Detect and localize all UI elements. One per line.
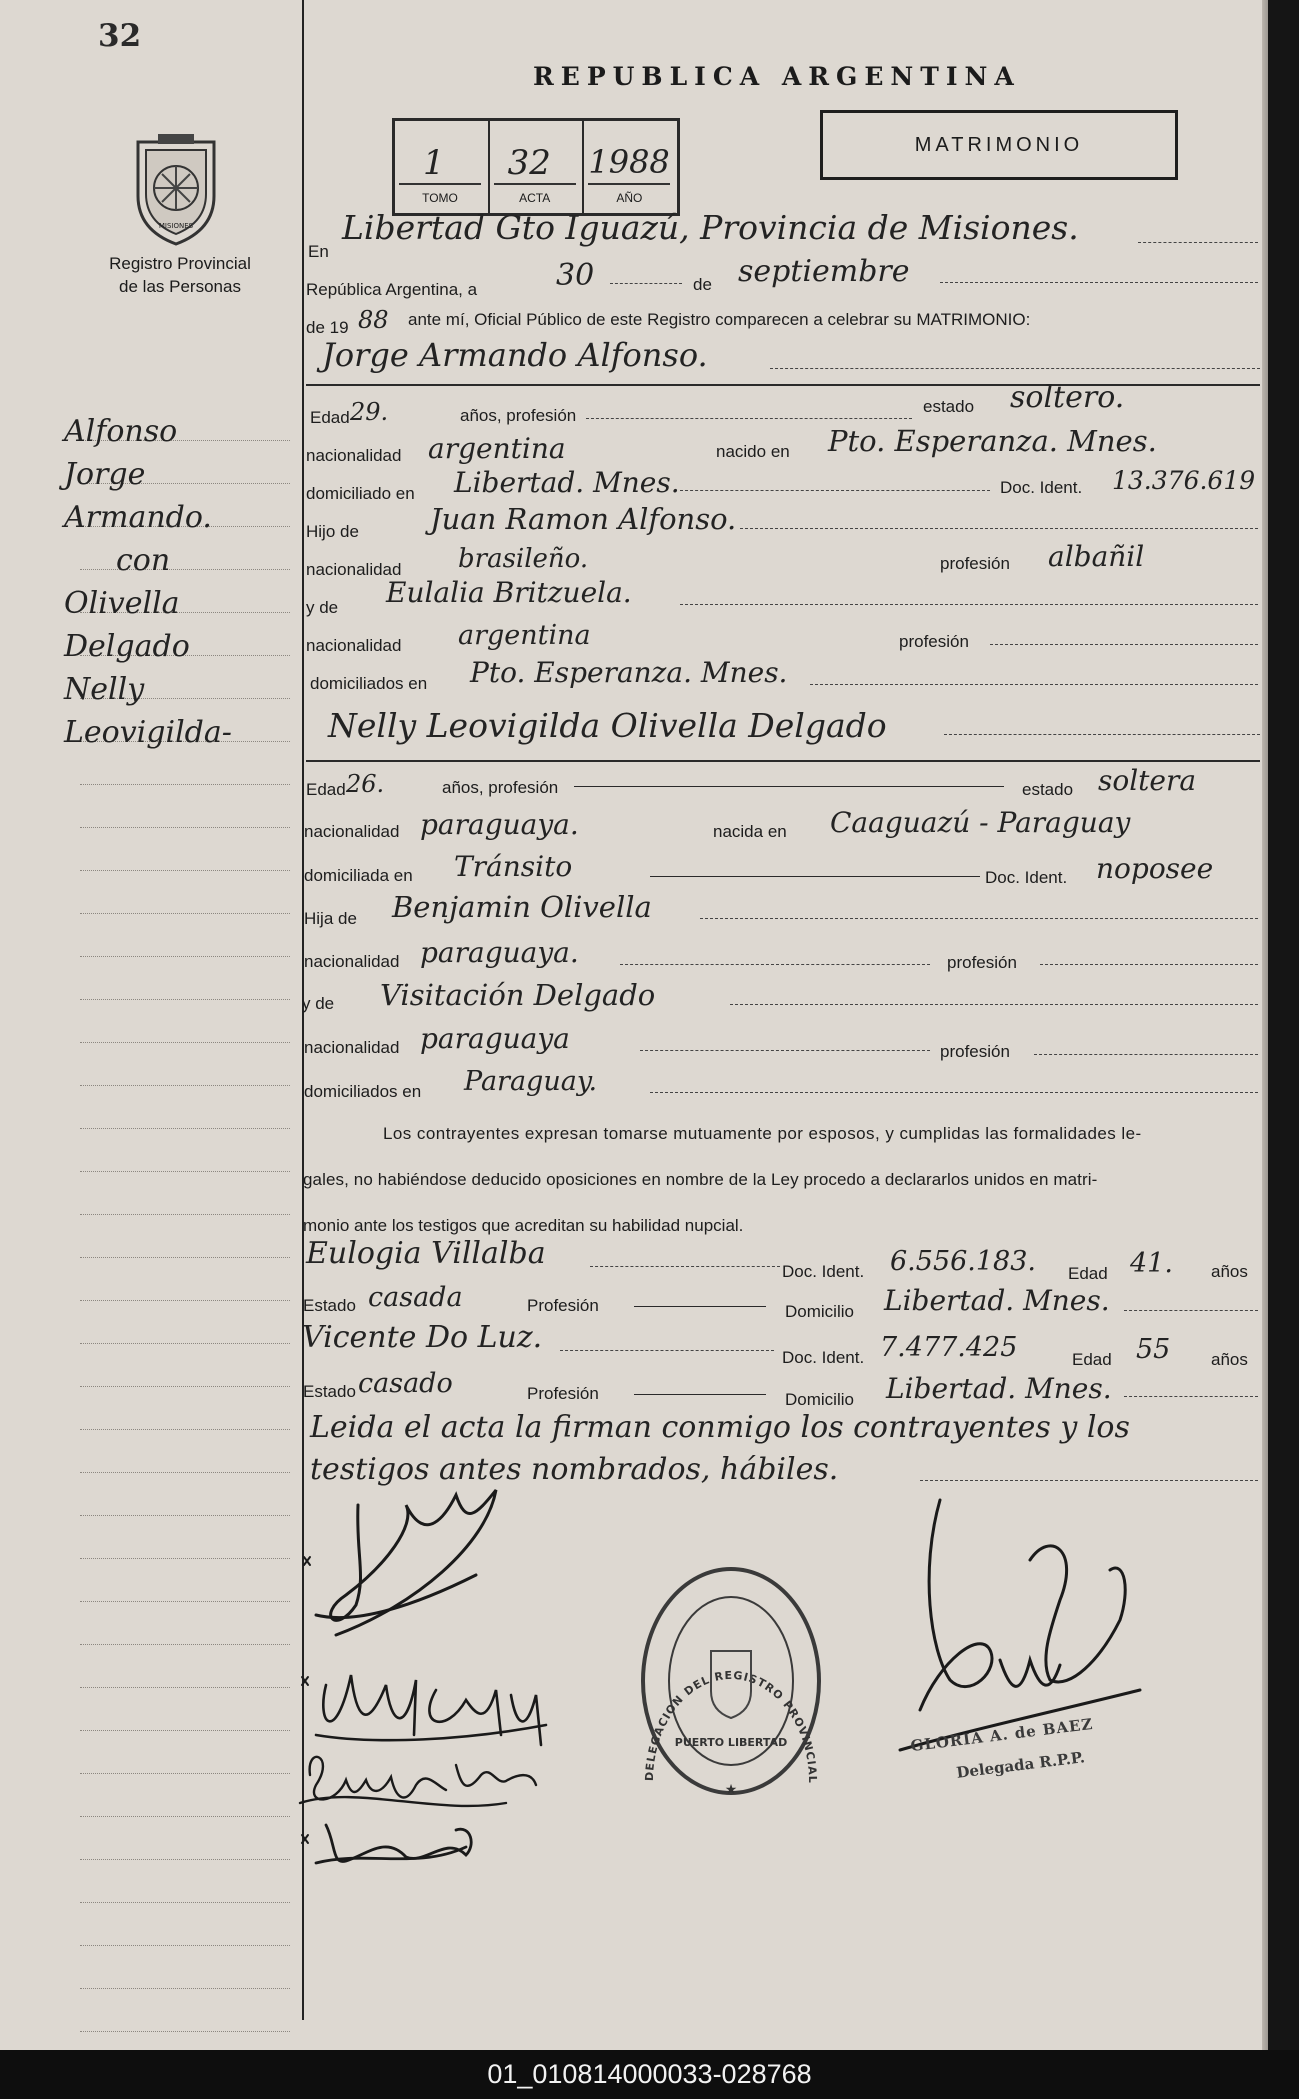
groom-mother: Eulalia Britzuela. (386, 576, 632, 609)
svg-text:★: ★ (724, 1782, 738, 1798)
country-title: REPUBLICA ARGENTINA (533, 62, 1021, 91)
witness-2-edad-label: Edad (1072, 1350, 1112, 1369)
margin-ruled-line (80, 870, 290, 871)
witness-signature-1 (300, 1757, 536, 1806)
bride-anos-prof-label: años, profesión (442, 778, 559, 797)
groom-edad: 29. (350, 398, 389, 426)
groom-edad-label: Edad (310, 408, 350, 427)
margin-ruled-line (80, 913, 290, 914)
witness-2-doc-label: Doc. Ident. (782, 1348, 865, 1367)
margin-ruled-line (80, 1730, 290, 1731)
scan-id-footer: 01_010814000033-028768 (0, 2050, 1299, 2099)
bride-parents-dom-label: domiciliados en (304, 1082, 422, 1101)
official-title: Delegada R.P.P. (955, 1748, 1086, 1782)
groom-estado: soltero. (1010, 380, 1125, 415)
bride-doc: noposee (1096, 852, 1214, 885)
bride-mother-nac: paraguaya (420, 1022, 570, 1055)
groom-mother-nac-label: nacionalidad (306, 636, 402, 655)
groom-nacionalidad: argentina (428, 432, 566, 465)
margin-ruled-line (80, 1773, 290, 1774)
margin-note-line: Jorge (64, 457, 146, 492)
margin-ruled-line (80, 1429, 290, 1430)
bride-doc-label: Doc. Ident. (985, 868, 1068, 887)
margin-ruled-line (80, 956, 290, 957)
bride-nac-label: nacionalidad (304, 822, 400, 841)
margin-ruled-line (80, 1085, 290, 1086)
groom-father-prof-label: profesión (940, 554, 1010, 573)
closing-line-1: Leida el acta la firman conmigo los contrayentes y los (310, 1410, 1130, 1445)
groom-mother-prof-label: profesión (899, 632, 969, 651)
groom-nacido-en: Pto. Esperanza. Mnes. (828, 424, 1157, 458)
closing-line-2: testigos antes nombrados, hábiles. (310, 1452, 839, 1487)
groom-father: Juan Ramon Alfonso. (430, 502, 737, 536)
declaration-line-1: Los contrayentes expresan tomarse mutuamente por esposos, y cumplidas las formalidades le- (383, 1124, 1142, 1143)
de-label: de (693, 275, 712, 294)
bride-nacionalidad: paraguaya. (420, 808, 579, 841)
registry-line1: Registro Provincial (109, 254, 251, 273)
witness-2-dom-label: Domicilio (785, 1390, 854, 1409)
margin-note-line: Leovigilda- (64, 715, 232, 750)
margin-ruled-line (80, 1515, 290, 1516)
witness-1-estado-label: Estado (303, 1296, 356, 1315)
appearance-statement: ante mí, Oficial Público de este Registro comparecen a celebrar su MATRIMONIO: (408, 310, 1031, 329)
groom-name: Jorge Armando Alfonso. (322, 336, 708, 374)
groom-doc: 13.376.619 (1112, 466, 1256, 495)
witness-2-doc: 7.477.425 (880, 1332, 1018, 1363)
bride-mother-prof-label: profesión (940, 1042, 1010, 1061)
groom-father-nac-label: nacionalidad (306, 560, 402, 579)
svg-text:DELEGACION DEL REGISTRO PROVIN: DELEGACION DEL REGISTRO PROVINCIAL (642, 1668, 820, 1784)
groom-nac-label: nacionalidad (306, 446, 402, 465)
groom-nacido-label: nacido en (716, 442, 790, 461)
margin-ruled-line (80, 1257, 290, 1258)
margin-ruled-line (80, 1988, 290, 1989)
witness-1-dom-label: Domicilio (785, 1302, 854, 1321)
bride-nacida-en: Caaguazú - Paraguay (830, 806, 1131, 839)
groom-domicilio: Libertad. Mnes. (454, 466, 680, 499)
en-label: En (308, 242, 329, 261)
groom-father-label: Hijo de (306, 522, 359, 541)
bride-mother: Visitación Delgado (380, 978, 656, 1012)
margin-ruled-line (80, 2031, 290, 2032)
tomo-label: TOMO (422, 191, 458, 205)
witness-1-doc-label: Doc. Ident. (782, 1262, 865, 1281)
margin-note-line: Olivella (64, 586, 180, 621)
groom-father-prof: albañil (1048, 540, 1145, 573)
bride-estado: soltera (1098, 764, 1197, 797)
bride-father: Benjamin Olivella (392, 890, 652, 924)
bride-father-nac-label: nacionalidad (304, 952, 400, 971)
margin-ruled-line (80, 1945, 290, 1946)
witness-1-prof-label: Profesión (527, 1296, 599, 1315)
day-value: 30 (556, 258, 595, 293)
witness-2-name: Vicente Do Luz. (302, 1320, 543, 1355)
bride-name: Nelly Leovigilda Olivella Delgado (328, 706, 887, 745)
witness-2-estado: casado (358, 1368, 453, 1399)
witness-1-name: Eulogia Villalba (306, 1236, 546, 1271)
margin-ruled-line (80, 1343, 290, 1344)
groom-mother-nac: argentina (458, 620, 591, 651)
margin-ruled-line (80, 1816, 290, 1817)
record-type: MATRIMONIO (914, 134, 1084, 156)
bride-father-nac: paraguaya. (420, 936, 579, 969)
page-edge (1262, 0, 1268, 2050)
margin-ruled-line (80, 1472, 290, 1473)
acta-label: ACTA (519, 191, 551, 205)
page-number: 32 (98, 18, 142, 54)
witness-2-prof-label: Profesión (527, 1384, 599, 1403)
registry-line2: de las Personas (119, 277, 241, 296)
margin-note-line: con (116, 543, 171, 578)
margin-note-line: Nelly (64, 672, 145, 707)
groom-doc-label: Doc. Ident. (1000, 478, 1083, 497)
signatures (296, 1485, 646, 1885)
margin-ruled-line (80, 1128, 290, 1129)
witness-1-anos-label: años (1211, 1262, 1248, 1281)
groom-father-nac: brasileño. (458, 544, 589, 574)
anio-value: 1988 (588, 143, 670, 181)
bride-edad: 26. (346, 770, 385, 798)
margin-note-line: Armando. (64, 500, 212, 535)
margin-ruled-line (80, 999, 290, 1000)
margin-ruled-line (80, 1300, 290, 1301)
groom-anos-prof-label: años, profesión (460, 406, 577, 425)
bride-estado-label: estado (1022, 780, 1074, 799)
groom-parents-dom: Pto. Esperanza. Mnes. (470, 656, 788, 689)
year-suffix: 88 (358, 306, 389, 334)
margin-note-line: Delgado (64, 629, 190, 664)
place-value: Libertad Gto Iguazú, Provincia de Misiones. (342, 208, 1079, 247)
margin-ruled-line (80, 784, 290, 785)
delegation-stamp (636, 1556, 826, 1806)
witness-1-estado: casada (368, 1282, 463, 1313)
year-prefix: de 19 (306, 318, 349, 337)
witness-1-edad: 41. (1130, 1248, 1173, 1279)
groom-mother-label: y de (306, 598, 339, 617)
bride-domicilio: Tránsito (454, 850, 573, 883)
groom-parents-dom-label: domiciliados en (310, 674, 428, 693)
margin-note (64, 410, 232, 754)
witness-2-edad: 55 (1136, 1334, 1171, 1365)
svg-text:PUERTO LIBERTAD: PUERTO LIBERTAD (674, 1736, 788, 1749)
bride-nacida-label: nacida en (713, 822, 787, 841)
witness-1-domicilio: Libertad. Mnes. (884, 1284, 1110, 1317)
margin-ruled-line (80, 1902, 290, 1903)
witness-2-domicilio: Libertad. Mnes. (886, 1372, 1112, 1405)
groom-signature (304, 1490, 496, 1635)
record-type-box (820, 110, 1178, 180)
groom-estado-label: estado (923, 397, 975, 416)
margin-ruled-line (80, 1214, 290, 1215)
witness-1-doc: 6.556.183. (890, 1246, 1036, 1277)
groom-dom-label: domiciliado en (306, 484, 415, 503)
declaration-line-2: gales, no habiéndose deducido oposiciones en nombre de la Ley procedo a declararlos unidos en matri- (303, 1170, 1098, 1189)
margin-ruled-line (80, 1171, 290, 1172)
record-number-box (392, 118, 680, 216)
margin-ruled-line (80, 1386, 290, 1387)
margin-ruled-line (80, 1601, 290, 1602)
bride-mother-label: y de (302, 994, 335, 1013)
bride-dom-label: domiciliada en (304, 866, 413, 885)
bride-father-prof-label: profesión (947, 953, 1017, 972)
margin-ruled-line (80, 1644, 290, 1645)
margin-ruled-line (80, 1042, 290, 1043)
registry-seal-icon (128, 130, 224, 250)
country-label: República Argentina, a (306, 280, 478, 299)
margin-ruled-line (80, 1558, 290, 1559)
margin-ruled-line (80, 827, 290, 828)
margin-note-line: Alfonso (64, 414, 178, 449)
tomo-value: 1 (423, 143, 445, 183)
official-name: GLORIA A. de BAEZ (909, 1714, 1095, 1756)
witness-2-estado-label: Estado (303, 1382, 356, 1401)
acta-value: 32 (507, 143, 551, 183)
margin-ruled-line (80, 1687, 290, 1688)
bride-mother-nac-label: nacionalidad (304, 1038, 400, 1057)
bride-signature (302, 1675, 546, 1745)
bride-edad-label: Edad (306, 780, 346, 799)
bride-father-label: Hija de (304, 909, 357, 928)
witness-1-edad-label: Edad (1068, 1264, 1108, 1283)
witness-2-anos-label: años (1211, 1350, 1248, 1369)
margin-ruled-line (80, 1859, 290, 1860)
bride-parents-dom: Paraguay. (464, 1066, 598, 1097)
anio-label: AÑO (616, 191, 643, 205)
declaration-line-3: monio ante los testigos que acreditan su habilidad nupcial. (303, 1216, 744, 1235)
month-value: septiembre (738, 254, 910, 289)
witness-signature-2 (302, 1825, 471, 1863)
svg-text:MISIONES: MISIONES (158, 222, 194, 230)
registry-name (80, 252, 280, 298)
